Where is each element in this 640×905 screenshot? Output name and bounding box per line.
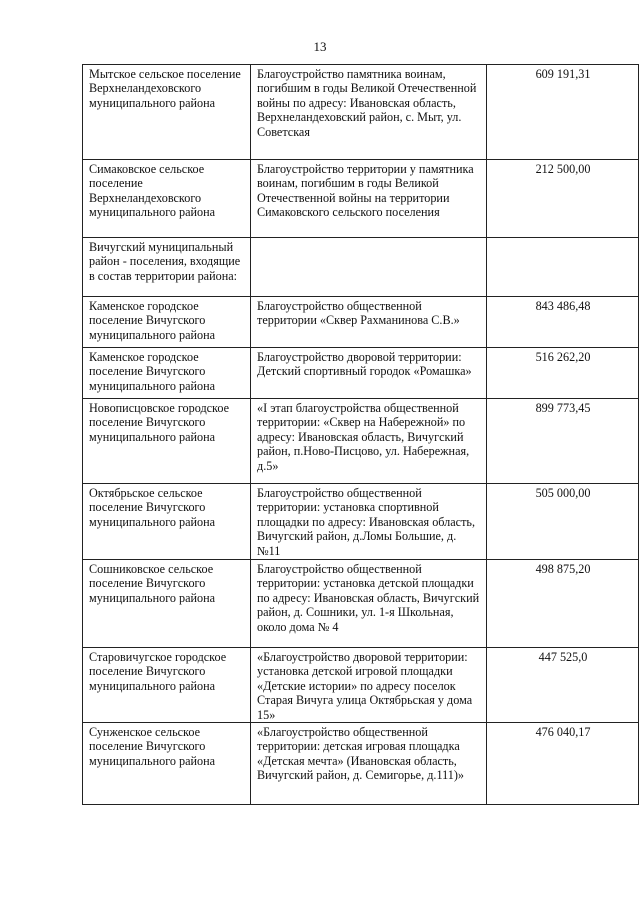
project-cell: Благоустройство дворовой территории: Детский спортивный городок «Ромашка»: [251, 348, 487, 399]
project-cell: Благоустройство общественной территории: установка спортивной площадки по адресу: Ивановская область, Вичугский район, д.Ломы Большие, д. №11: [251, 484, 487, 560]
page-number: 13: [313, 39, 327, 54]
amount-cell: 899 773,45: [487, 399, 639, 484]
amount-cell: 447 525,0: [487, 648, 639, 723]
table-row: [83, 484, 639, 560]
territory-cell: Симаковское сельское поселение Верхнеландеховского муниципального района: [83, 160, 251, 238]
project-cell: [251, 238, 487, 297]
table-row: [83, 560, 639, 648]
territory-cell: Старовичугское городское поселение Вичугского муниципального района: [83, 648, 251, 723]
territory-cell: Вичугский муниципальный район - поселения, входящие в состав территории района:: [83, 238, 251, 297]
amount-cell: 498 875,20: [487, 560, 639, 648]
table-row: [83, 238, 639, 297]
territory-cell: Новописцовское городское поселение Вичугского муниципального района: [83, 399, 251, 484]
territory-cell: Каменское городское поселение Вичугского муниципального района: [83, 297, 251, 348]
territory-cell: Мытское сельское поселение Верхнеландеховского муниципального района: [83, 65, 251, 160]
table-row: [83, 297, 639, 348]
table-row: [83, 648, 639, 723]
amount-cell: 212 500,00: [487, 160, 639, 238]
table-row: [83, 160, 639, 238]
table-row: [83, 65, 639, 160]
amount-cell: 516 262,20: [487, 348, 639, 399]
project-cell: «I этап благоустройства общественной территории: «Сквер на Набережной» по адресу: Ивановская область, Вичугский район, п.Ново-Писцово, ул. Набережная, д.5»: [251, 399, 487, 484]
project-cell: Благоустройство общественной территории: установка детской площадки по адресу: Ивановская область, Вичугский район, д. Сошники, ул. 1-я Школьная, около дома № 4: [251, 560, 487, 648]
amount-cell: 505 000,00: [487, 484, 639, 560]
funding-table: [82, 64, 639, 805]
territory-cell: Сошниковское сельское поселение Вичугского муниципального района: [83, 560, 251, 648]
amount-cell: 843 486,48: [487, 297, 639, 348]
table-row: [83, 348, 639, 399]
project-cell: «Благоустройство общественной территории: детская игровая площадка «Детская мечта» (Ивановская область, Вичугский район, д. Семигорье, д.111)»: [251, 723, 487, 805]
project-cell: Благоустройство памятника воинам, погибшим в годы Великой Отечественной войны по адресу: Ивановская область, Верхнеландеховский район, с. Мыт, ул. Советская: [251, 65, 487, 160]
territory-cell: Сунженское сельское поселение Вичугского муниципального района: [83, 723, 251, 805]
table-row: [83, 399, 639, 484]
project-cell: Благоустройство территории у памятника воинам, погибшим в годы Великой Отечественной войны на территории Симаковского сельского поселения: [251, 160, 487, 238]
amount-cell: 476 040,17: [487, 723, 639, 805]
table-row: [83, 723, 639, 805]
amount-cell: [487, 238, 639, 297]
project-cell: Благоустройство общественной территории «Сквер Рахманинова С.В.»: [251, 297, 487, 348]
territory-cell: Октябрьское сельское поселение Вичугского муниципального района: [83, 484, 251, 560]
territory-cell: Каменское городское поселение Вичугского муниципального района: [83, 348, 251, 399]
amount-cell: 609 191,31: [487, 65, 639, 160]
project-cell: «Благоустройство дворовой территории: установка детской игровой площадки «Детские истории» по адресу поселок Старая Вичуга улица Октябрьская у дома 15»: [251, 648, 487, 723]
